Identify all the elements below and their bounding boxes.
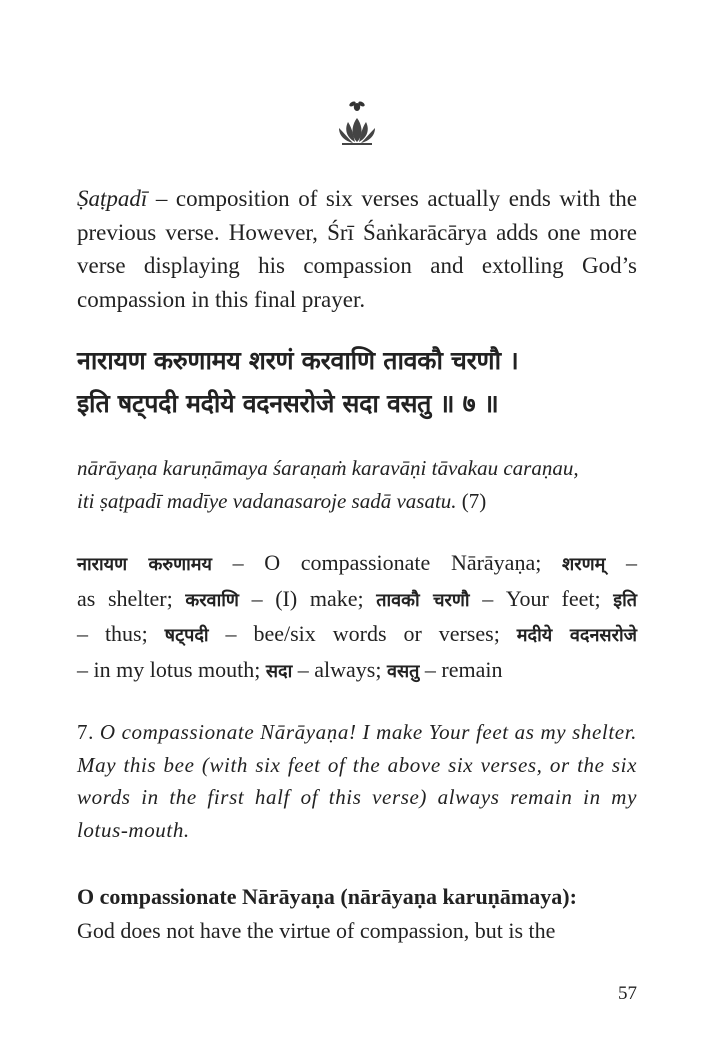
translation-text: O compassionate Nārāyaṇa! I make Your feet as my shelter. May this bee (with six feet of the above six verses, or the six words in the first half of this verse) always remain in my lotus-mouth. bbox=[77, 720, 637, 842]
section-heading: O compassionate Nārāyaṇa (nārāyaṇa karuṇāmaya): bbox=[77, 884, 577, 909]
transliteration bbox=[77, 452, 637, 518]
sanskrit-verse-line-1: नारायण करुणामय शरणं करवाणि तावकौ चरणौ । bbox=[77, 346, 519, 375]
transliteration-text: iti ṣaṭpadī madīye vadanasaroje sadā vasatu. bbox=[77, 489, 457, 513]
intro-text: – composition of six verses actually ends with the previous verse. However, Śrī Śaṅkarācārya adds one more verse displaying his compassion and extolling God’s compassion in this final prayer. bbox=[77, 186, 637, 312]
sanskrit-word: वसतु bbox=[386, 660, 420, 682]
verse-number: (7) bbox=[456, 489, 487, 513]
english-gloss: – thus; bbox=[77, 621, 165, 646]
english-gloss: – Your feet; bbox=[469, 585, 614, 611]
commentary-section bbox=[77, 880, 637, 947]
english-gloss: – O compassionate Nārāyaṇa; bbox=[212, 550, 562, 575]
word-meaning-line bbox=[77, 582, 637, 618]
sanskrit-word: शरणम् bbox=[561, 554, 606, 575]
sanskrit-word: करवाणि bbox=[185, 589, 239, 611]
english-gloss: – bbox=[605, 550, 637, 575]
english-gloss: – always; bbox=[292, 656, 387, 682]
sanskrit-word: इति bbox=[613, 589, 637, 611]
translation-number: 7. bbox=[77, 720, 94, 744]
page-number: 57 bbox=[618, 983, 637, 1004]
sanskrit-word: षट्पदी bbox=[164, 625, 209, 646]
transliteration-line-2 bbox=[77, 485, 637, 518]
lotus-with-bee-icon bbox=[334, 98, 380, 146]
word-meaning-line bbox=[77, 617, 637, 653]
book-page bbox=[77, 0, 637, 1050]
english-gloss: – in my lotus mouth; bbox=[77, 656, 266, 682]
sanskrit-word: मदीये वदनसरोजे bbox=[516, 625, 637, 646]
translation-paragraph bbox=[77, 716, 637, 846]
english-gloss: as shelter; bbox=[77, 585, 186, 611]
sanskrit-verse-line-2: इति षट्पदी मदीये वदनसरोजे सदा वसतु ॥ ७ ॥ bbox=[77, 389, 499, 418]
sanskrit-word: तावकौ चरणौ bbox=[376, 589, 470, 611]
english-gloss: – bee/six words or verses; bbox=[208, 621, 517, 646]
transliteration-line-1: nārāyaṇa karuṇāmaya śaraṇaṁ karavāṇi tāvakau caraṇau, bbox=[77, 456, 579, 480]
intro-term: Ṣaṭpadī bbox=[77, 186, 148, 211]
sanskrit-word: सदा bbox=[265, 660, 293, 682]
english-gloss: – (I) make; bbox=[238, 585, 377, 611]
intro-paragraph bbox=[77, 182, 637, 316]
word-meanings bbox=[77, 546, 637, 688]
sanskrit-word: नारायण करुणामय bbox=[77, 554, 212, 575]
word-meaning-line bbox=[77, 546, 637, 582]
english-gloss: – remain bbox=[419, 656, 503, 682]
section-body: God does not have the virtue of compassion, but is the bbox=[77, 917, 556, 943]
word-meaning-line bbox=[77, 653, 637, 689]
